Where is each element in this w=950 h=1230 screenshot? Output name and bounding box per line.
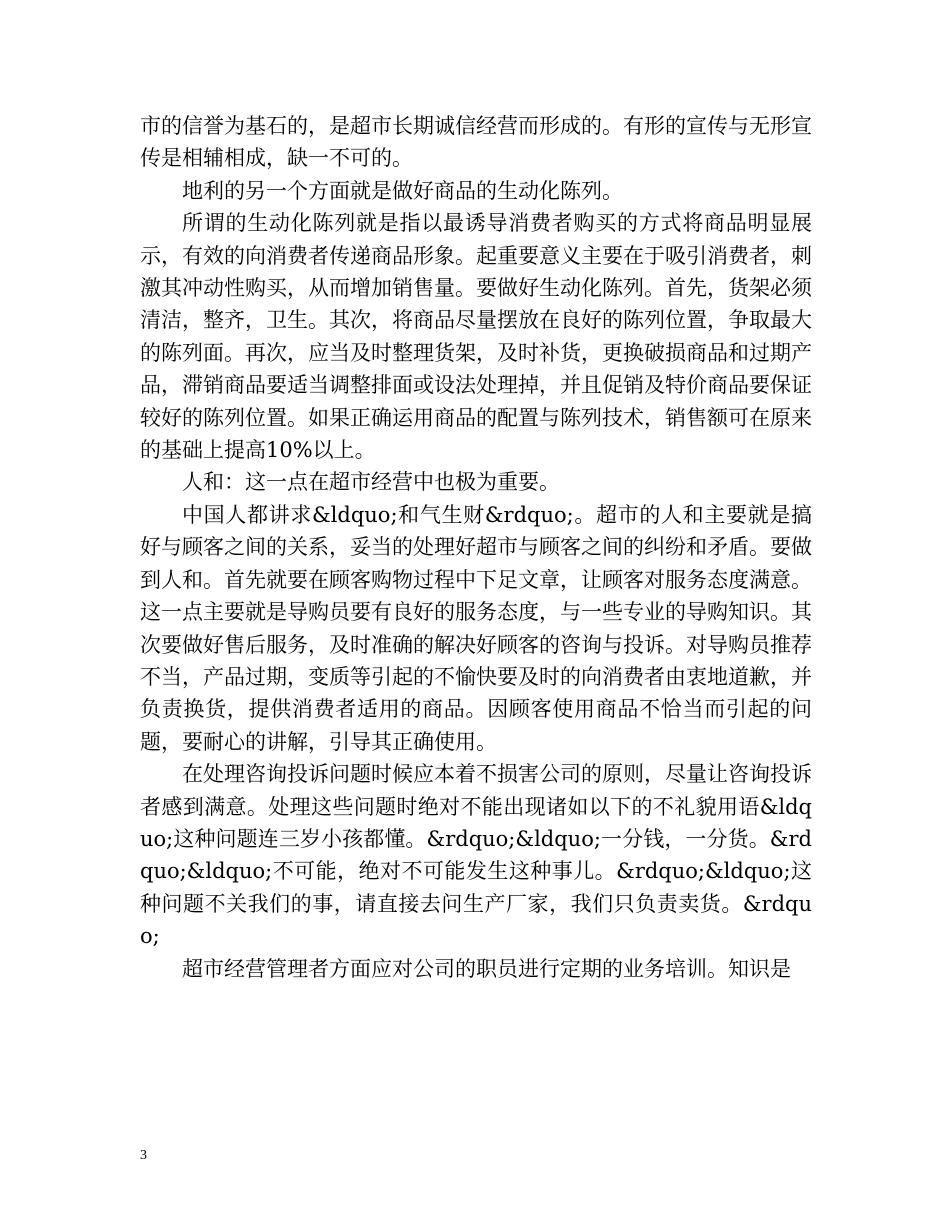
paragraph-display-details: 所谓的生动化陈列就是指以最诱导消费者购买的方式将商品明显展示，有效的向消费者传递商品形象。起重要意义主要在于吸引消费者，刺激其冲动性购买，从而增加销售量。要做好生动化陈列。首先，货架必须清洁，整齐，卫生。其次，将商品尽量摆放在良好的陈列位置，争取最大的陈列面。再次，应当及时整理货架，及时补货，更换破损商品和过期产品，滞销商品要适当调整排面或设法处理掉，并且促销及特价商品要保证较好的陈列位置。如果正确运用商品的配置与陈列技术，销售额可在原来的基础上提高10%以上。 xyxy=(140,211,812,463)
paragraph-customer-relations: 中国人都讲求&ldquo;和气生财&rdquo;。超市的人和主要就是搞好与顾客之间的关系，妥当的处理好超市与顾客之间的纠纷和矛盾。要做到人和。首先就要在顾客购物过程中下足文章，让顾客对服务态度满意。这一点主要就是导购员要有良好的服务态度，与一些专业的导购知识。其次要做好售后服务，及时准确的解决好顾客的咨询与投诉。对导购员推荐不当，产品过期，变质等引起的不愉快要及时的向消费者由衷地道歉，并负责换货，提供消费者适用的商品。因顾客使用商品不恰当而引起的问题，要耐心的讲解，引导其正确使用。 xyxy=(140,502,812,754)
paragraph-complaint-handling: 在处理咨询投诉问题时候应本着不损害公司的原则，尽量让咨询投诉者感到满意。处理这些问题时绝对不能出现诸如以下的不礼貌用语&ldquo;这种问题连三岁小孩都懂。&rdquo;&ldquo;一分钱，一分货。&rdquo;&ldquo;不可能，绝对不可能发生这种事儿。&rdquo;&ldquo;这种问题不关我们的事，请直接去问生产厂家，我们只负责卖货。&rdquo; xyxy=(140,762,812,949)
body-text xyxy=(140,110,812,985)
page-number: 3 xyxy=(140,1148,147,1163)
paragraph-continuation: 市的信誉为基石的，是超市长期诚信经营而形成的。有形的宣传与无形宣传是相辅相成，缺一不可的。 xyxy=(140,114,812,171)
paragraph-harmony-intro: 人和：这一点在超市经营中也极为重要。 xyxy=(182,470,560,495)
paragraph-training: 超市经营管理者方面应对公司的职员进行定期的业务培训。知识是 xyxy=(182,956,791,981)
paragraph-display-intro: 地利的另一个方面就是做好商品的生动化陈列。 xyxy=(182,178,623,203)
